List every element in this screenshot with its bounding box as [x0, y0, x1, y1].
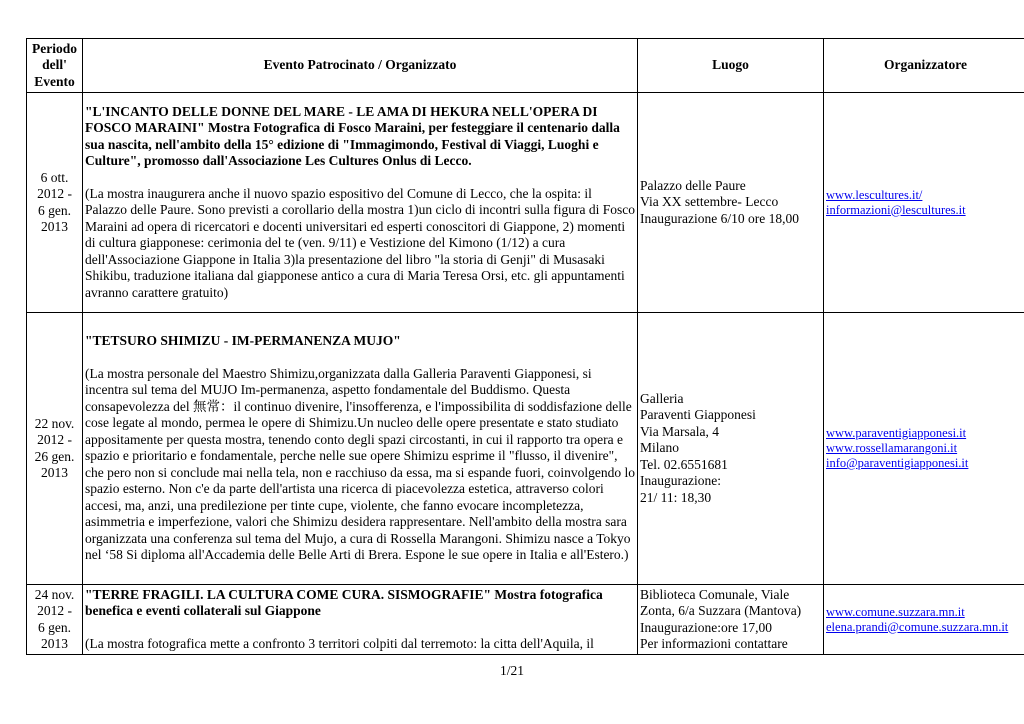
- event-cell: [83, 585, 638, 655]
- header-event: Evento Patrocinato / Organizzato: [83, 39, 638, 93]
- organizer-cell: [824, 93, 1024, 313]
- event-title: "TETSURO SHIMIZU - IM-PERMANENZA MUJO": [85, 333, 401, 349]
- period-cell: 24 nov. 2012 - 6 gen. 2013: [27, 585, 83, 655]
- organizer-link[interactable]: info@paraventigiapponesi.it: [826, 456, 969, 470]
- event-description: (La mostra personale del Maestro Shimizu,organizzata dalla Galleria Paraventi Giapponesi, si incentra sul tema del MUJO Im-permanenza, aspetto fondamentale del Buddismo. Questa consapevolezza del 無常：il continuo divenire, l'insofferenza, e l'impossibilita di soddisfazione delle cose legate al mondo, permea le opere di Shimizu.Un nucleo delle opere presentate e stato studiato appositamente per questa mostra, tenendo conto degli spazi circostanti, in cui il rapporto tra opera e spazio e prioritario e fondamentale, perche nelle sue opere Shimizu esprime il "flusso, il divenire", che pero non si conclude mai nella tela, non e racchiuso da essa, ma si espande fuori, coinvolgendo lo spazio esterno. Non c'e da parte dell'artista una ricerca di piacevolezza estetica, attraverso colori accesi, ma, anzi, una predilezione per tinte cupe, violente, che fanno evocare incompletezza, asimmetria e imperfezione, valori che Shimizu desidera rappresentare. Nell'ambito della mostra sara organizzata una conferenza sul tema del Mujo, a cura di Rossella Marangoni. Shimizu nasce a Tokyo nel ‘58 Si diploma all'Accademia delle Belle Arti di Brera. Espone le sue opere in Italia e all'Estero.): [85, 365, 635, 563]
- organizer-cell: [824, 313, 1024, 585]
- period-cell: 22 nov. 2012 - 26 gen. 2013: [27, 313, 83, 585]
- table-row: [27, 313, 1024, 585]
- place-cell: Palazzo delle Paure Via XX settembre- Lecco Inaugurazione 6/10 ore 18,00: [638, 93, 824, 313]
- organizer-link[interactable]: elena.prandi@comune.suzzara.mn.it: [826, 619, 1009, 634]
- table-row: [27, 585, 1024, 655]
- organizer-link[interactable]: www.paraventigiapponesi.it: [826, 426, 967, 440]
- period-cell: 6 ott. 2012 - 6 gen. 2013: [27, 93, 83, 313]
- event-cell: [83, 93, 638, 313]
- event-description: (La mostra fotografica mette a confronto 3 territori colpiti dal terremoto: la citta dell'Aquila, il: [85, 635, 594, 651]
- organizer-link[interactable]: www.comune.suzzara.mn.it: [826, 604, 965, 619]
- header-period: Periodo dell' Evento: [27, 39, 83, 93]
- events-table: [26, 38, 1024, 655]
- organizer-link[interactable]: www.rossellamarangoni.it: [826, 441, 958, 455]
- place-cell: Biblioteca Comunale, Viale Zonta, 6/a Suzzara (Mantova) Inaugurazione:ore 17,00 Per informazioni contattare: [638, 585, 824, 655]
- header-place: Luogo: [638, 39, 824, 93]
- place-cell: Galleria Paraventi Giapponesi Via Marsala, 4 Milano Tel. 02.6551681 Inaugurazione: 21/ 11: 18,30: [638, 313, 824, 585]
- page-number: 1/21: [499, 663, 524, 678]
- organizer-cell: [824, 585, 1024, 655]
- header-organizer: Organizzatore: [824, 39, 1024, 93]
- event-title: "TERRE FRAGILI. LA CULTURA COME CURA. SISMOGRAFIE" Mostra fotografica benefica e eventi collaterali sul Giappone: [85, 586, 603, 619]
- event-cell: [83, 313, 638, 585]
- organizer-link[interactable]: informazioni@lescultures.it: [826, 202, 966, 217]
- event-description: (La mostra inaugurera anche il nuovo spazio espositivo del Comune di Lecco, che la ospita: il Palazzo delle Paure. Sono previsti a corollario della mostra 1)un ciclo di incontri sulla figura di Fosco Maraini ad opera di ricercatori e docenti universitari ed esperti conoscitori di Giappone, 2) momenti di cultura giapponese: cerimonia del te (ven. 9/11) e Vestizione del Kimono (1/12) a cura dell'Associazione Giappone in Italia 3)la presentazione del libro "la storia di Genji" di Musasaki Shikibu, traduzione italiana dal giapponese antico a cura di Maria Teresa Orsi, etc. gli appuntamenti avranno carattere gratuito): [85, 185, 635, 300]
- table-row: [27, 93, 1024, 313]
- event-title: "L'INCANTO DELLE DONNE DEL MARE - LE AMA DI HEKURA NELL'OPERA DI FOSCO MARAINI" Mostra Fotografica di Fosco Maraini, per festeggiare il centenario dalla sua nascita, nell'ambito della 15° edizione di "Immagimondo, Festival di Viaggi, Luoghi e Culture", promosso dall'Associazione Les Cultures Onlus di Lecco.: [85, 103, 620, 169]
- table-header-row: [27, 39, 1024, 93]
- organizer-link[interactable]: www.lescultures.it/: [826, 187, 923, 202]
